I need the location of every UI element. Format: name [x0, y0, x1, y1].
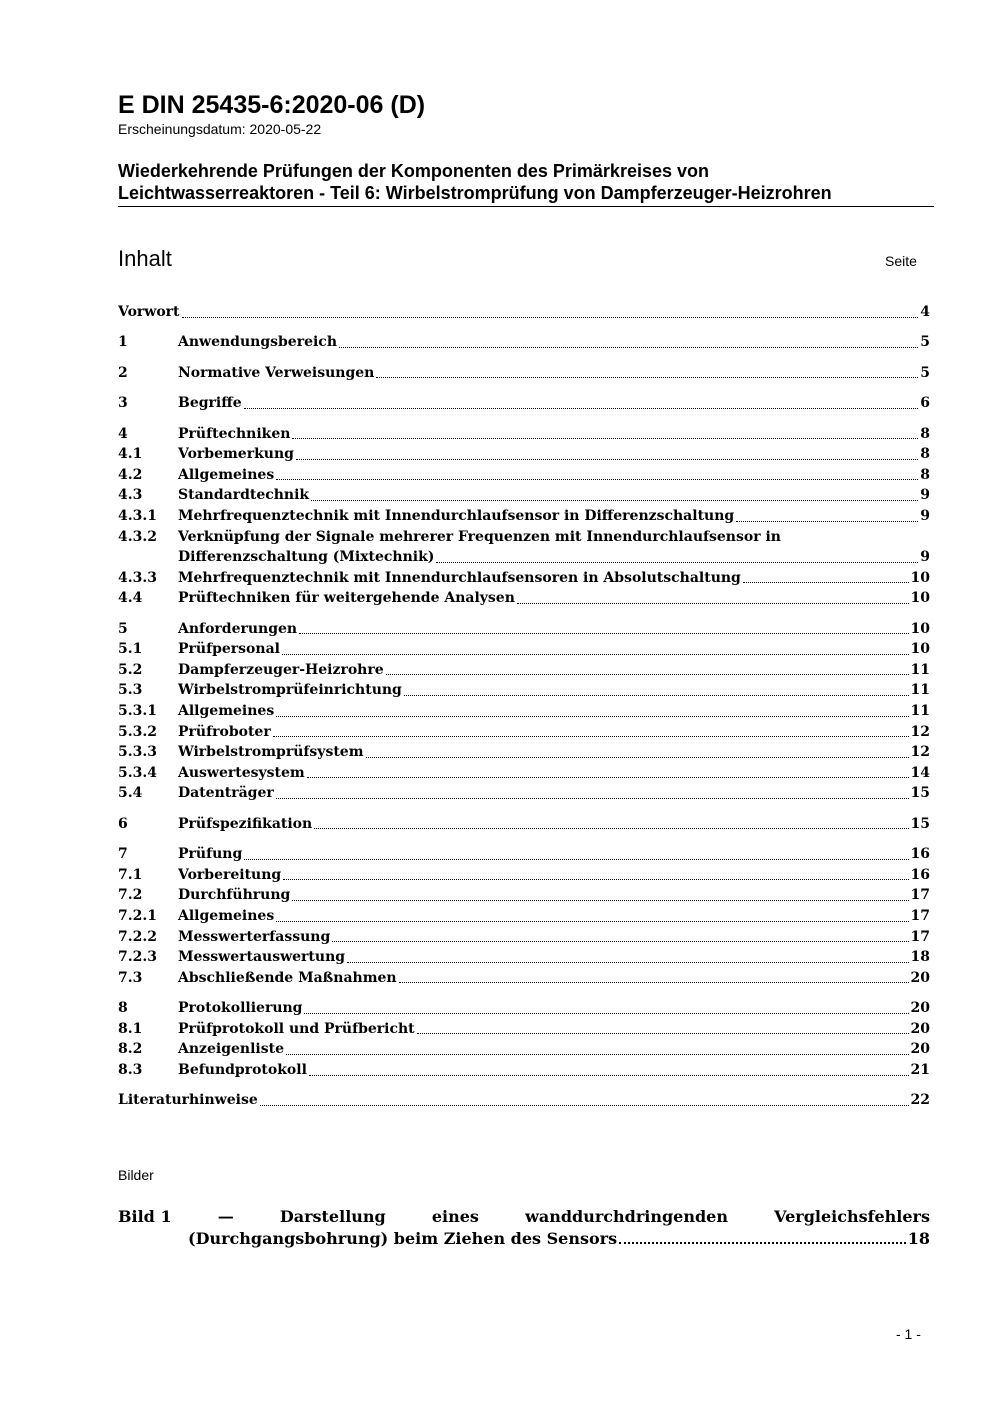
toc-entry[interactable] [118, 763, 930, 784]
toc-entry-page: 20 [910, 969, 930, 986]
toc-entry-page: 6 [920, 395, 930, 412]
toc-entry-number: 5.4 [118, 785, 143, 802]
toc-entry-title-continued: Differenzschaltung (Mixtechnik) [178, 549, 435, 566]
toc-entry-title: Verknüpfung der Signale mehrerer Frequenzen mit Innendurchlaufsensor in [178, 528, 781, 545]
toc-entry-leader-dots [304, 1013, 908, 1014]
toc-entry-title: Abschließende Maßnahmen [178, 969, 397, 986]
toc-entry-number: 7.2.1 [118, 908, 157, 925]
toc-entry-number: 8.2 [118, 1041, 143, 1058]
toc-entry-title: Standardtechnik [178, 487, 310, 504]
toc-entry[interactable] [118, 680, 930, 701]
toc-entry-page: 11 [910, 682, 930, 699]
toc-entry-title: Durchführung [178, 887, 291, 904]
toc-entry-title: Messwertauswertung [178, 949, 346, 966]
figure-entry-word: wanddurchdringenden [525, 1207, 728, 1226]
toc-entry-number: 5.3.1 [118, 703, 157, 720]
toc-entry-title: Prüfspezifikation [178, 815, 313, 832]
toc-entry-page: 17 [910, 887, 930, 904]
toc-entry-title: Auswertesystem [178, 764, 305, 781]
toc-entry-title: Normative Verweisungen [178, 364, 375, 381]
toc-entry-page: 17 [910, 928, 930, 945]
toc-entry-number: 5.2 [118, 661, 143, 678]
toc-entry[interactable] [118, 742, 930, 763]
toc-entry[interactable] [118, 701, 930, 722]
toc-entry-number: 7.2 [118, 887, 143, 904]
toc-entry[interactable] [118, 722, 930, 743]
page-number: - 1 - [896, 1326, 921, 1342]
toc-entry[interactable] [118, 927, 930, 948]
toc-entry-number: 4.4 [118, 590, 143, 607]
toc-entry-number: 5.1 [118, 641, 143, 658]
toc-entry-page: 20 [910, 1000, 930, 1017]
toc-entry-title: Wirbelstromprüfsystem [178, 744, 364, 761]
toc-entry-leader-dots [244, 408, 919, 409]
toc-entry[interactable] [118, 865, 930, 886]
toc-entry-page: 10 [910, 569, 930, 586]
toc-entry-title: Prüftechniken [178, 425, 291, 442]
toc-entry-page: 18 [910, 949, 930, 966]
toc-entry-page: 10 [910, 590, 930, 607]
toc-entry-leader-dots [309, 1075, 909, 1076]
toc-entry-title: Wirbelstromprüfeinrichtung [178, 682, 402, 699]
toc-entry-number: 7.3 [118, 969, 143, 986]
toc-entry-number: 4.3.3 [118, 569, 157, 586]
figure-entry-leader-dots [619, 1242, 906, 1244]
toc-entry-title: Anwendungsbereich [178, 334, 337, 351]
toc-entry-number: 4.3.1 [118, 507, 157, 524]
toc-entry-page: 9 [920, 487, 930, 504]
toc-entry-number: 7.1 [118, 866, 143, 883]
toc-entry[interactable] [118, 363, 930, 384]
toc-entry-page: 16 [910, 866, 930, 883]
toc-entry-page: 20 [910, 1020, 930, 1037]
figure-entry-line-1 [118, 1206, 930, 1228]
toc-entry-page: 8 [920, 446, 930, 463]
toc-entry-title: Prüfpersonal [178, 641, 280, 658]
toc-entry-leader-dots [347, 962, 908, 963]
toc-entry[interactable] [118, 844, 930, 865]
toc-entry-page: 15 [910, 785, 930, 802]
toc-entry-title: Mehrfrequenztechnik mit Innendurchlaufsensor in Differenzschaltung [178, 507, 735, 524]
toc-entry-leader-dots [299, 633, 908, 634]
toc-entry-number: 5.3.2 [118, 723, 157, 740]
toc-entry-leader-dots [276, 921, 908, 922]
toc-entry[interactable] [118, 465, 930, 486]
toc-entry-page: 8 [920, 425, 930, 442]
toc-entry-leader-dots [311, 500, 918, 501]
toc-entry[interactable] [118, 906, 930, 927]
toc-entry-title: Vorbereitung [178, 866, 282, 883]
toc-entry-number: 5 [118, 620, 128, 637]
toc-entry[interactable] [118, 485, 930, 506]
toc-entry[interactable] [118, 814, 930, 835]
toc-entry-leader-dots [292, 900, 908, 901]
toc-entry-leader-dots [743, 582, 909, 583]
toc-entry-page: 5 [920, 364, 930, 381]
toc-entry-page: 12 [910, 723, 930, 740]
toc-entry-leader-dots [296, 459, 918, 460]
toc-entry-number: 6 [118, 815, 128, 832]
toc-entry-number: 4.1 [118, 446, 143, 463]
toc-entry-title: Anzeigenliste [178, 1041, 284, 1058]
publication-date: Erscheinungsdatum: 2020-05-22 [118, 121, 322, 137]
figure-entry-word: Vergleichsfehlers [774, 1207, 930, 1226]
toc-entry[interactable] [118, 885, 930, 906]
toc-entry-title: Vorwort [118, 304, 180, 320]
toc-entry-leader-dots [276, 798, 909, 799]
toc-entry-leader-dots [399, 982, 909, 983]
toc-entry-number: 7 [118, 846, 128, 863]
toc-entry-page: 16 [910, 846, 930, 863]
toc-entry-number: 7.2.2 [118, 928, 157, 945]
document-title-line-1: Wiederkehrende Prüfungen der Komponenten des Primärkreises von [118, 161, 709, 181]
toc-entry-page: 4 [920, 304, 930, 320]
toc-entry-leader-dots [292, 438, 918, 439]
figure-entry-word: Darstellung [279, 1207, 386, 1226]
toc-entry-leader-dots [276, 716, 908, 717]
toc-entry[interactable] [118, 444, 930, 465]
toc-entry-title: Allgemeines [178, 908, 275, 925]
figure-entry-word: Bild 1 [118, 1207, 172, 1226]
toc-entry-leader-dots [366, 757, 909, 758]
toc-entry-leader-dots [276, 479, 918, 480]
toc-entry-page: 17 [910, 908, 930, 925]
toc-entry-page: 20 [910, 1041, 930, 1058]
toc-entry[interactable] [118, 332, 930, 353]
figure-entry-page: 18 [907, 1229, 930, 1248]
toc-entry-leader-dots [260, 1105, 909, 1106]
toc-entry-page: 8 [920, 466, 930, 483]
toc-entry-page: 21 [910, 1061, 930, 1078]
figure-list-item[interactable] [118, 1206, 930, 1250]
toc-entry-page: 9 [920, 507, 930, 524]
figure-entry-word: eines [431, 1207, 479, 1226]
toc-entry-number: 4 [118, 425, 128, 442]
toc-entry[interactable] [118, 619, 930, 640]
figures-heading: Bilder [118, 1167, 154, 1183]
title-underline [118, 206, 934, 207]
toc-entry-number: 2 [118, 364, 128, 381]
toc-entry[interactable] [118, 1039, 930, 1060]
toc-entry-number: 1 [118, 334, 128, 351]
toc-entry-leader-dots [386, 674, 909, 675]
toc-entry-page: 15 [910, 815, 930, 832]
toc-entry[interactable] [118, 588, 930, 609]
toc-entry[interactable] [118, 302, 930, 323]
toc-heading: Inhalt [118, 246, 172, 271]
toc-entry-title: Prüfprotokoll und Prüfbericht [178, 1020, 415, 1037]
toc-entry-number: 4.3 [118, 487, 143, 504]
toc-entry[interactable] [118, 783, 930, 804]
toc-entry-title: Dampferzeuger-Heizrohre [178, 661, 384, 678]
document-id: E DIN 25435-6:2020-06 (D) [118, 91, 426, 119]
toc-entry-leader-dots [244, 859, 908, 860]
toc-entry-number: 5.3.3 [118, 744, 157, 761]
toc-entry-leader-dots [376, 377, 918, 378]
toc-entry-leader-dots [517, 603, 909, 604]
toc-entry-leader-dots [273, 736, 909, 737]
toc-entry-page: 11 [910, 661, 930, 678]
toc-entry-title: Vorbemerkung [178, 446, 294, 463]
toc-entry-leader-dots [282, 654, 909, 655]
toc-entry[interactable] [118, 660, 930, 681]
toc-entry-number: 7.2.3 [118, 949, 157, 966]
toc-entry-title: Befundprotokoll [178, 1061, 307, 1078]
toc-entry[interactable] [118, 639, 930, 660]
toc-entry-leader-dots [182, 317, 919, 318]
toc-entry[interactable] [118, 1060, 930, 1081]
toc-entry-leader-dots [417, 1033, 909, 1034]
toc-entry[interactable] [118, 1090, 930, 1111]
toc-entry-title: Mehrfrequenztechnik mit Innendurchlaufsensoren in Absolutschaltung [178, 569, 741, 586]
toc-entry-title: Literaturhinweise [118, 1092, 258, 1109]
toc-entry-leader-dots [307, 777, 909, 778]
toc-entry-leader-dots [332, 941, 908, 942]
toc-entry-page: 14 [910, 764, 930, 781]
toc-entry-leader-dots [436, 562, 918, 563]
toc-entry-title: Prüfroboter [178, 723, 271, 740]
toc-entry-page: 10 [910, 641, 930, 658]
toc-entry-number: 4.2 [118, 466, 143, 483]
toc-entry[interactable] [118, 393, 930, 414]
toc-entry-leader-dots [404, 695, 909, 696]
toc-entry-number: 8.3 [118, 1061, 143, 1078]
figure-entry-caption: (Durchgangsbohrung) beim Ziehen des Sensors [188, 1229, 618, 1248]
document-title [118, 160, 933, 204]
toc-page-column-label: Seite [885, 253, 917, 269]
toc-entry-number: 5.3.4 [118, 764, 157, 781]
toc-entry-leader-dots [314, 828, 908, 829]
toc-entry-page: 12 [910, 744, 930, 761]
toc-entry-title: Allgemeines [178, 703, 275, 720]
toc-entry[interactable] [118, 998, 930, 1019]
figure-entry-line-2 [118, 1228, 930, 1250]
toc-entry[interactable] [118, 1019, 930, 1040]
toc-entry-title: Anforderungen [178, 620, 298, 637]
toc-entry-leader-dots [339, 347, 918, 348]
toc-entry-title: Begriffe [178, 395, 242, 412]
toc-entry-page: 5 [920, 334, 930, 351]
toc-entry[interactable] [118, 424, 930, 445]
toc-entry-number: 8 [118, 1000, 128, 1017]
figure-entry-word: — [217, 1207, 234, 1226]
toc-entry-title: Datenträger [178, 785, 274, 802]
toc-entry[interactable] [118, 568, 930, 589]
toc-entry-page: 9 [920, 549, 930, 566]
toc-entry[interactable] [118, 527, 930, 568]
toc-entry-title: Messwerterfassung [178, 928, 331, 945]
toc-entry-title: Allgemeines [178, 466, 275, 483]
toc-entry-number: 8.1 [118, 1020, 143, 1037]
table-of-contents [118, 302, 930, 1111]
toc-entry-number: 4.3.2 [118, 528, 157, 545]
toc-entry-title: Protokollierung [178, 1000, 303, 1017]
toc-entry-leader-dots [286, 1054, 909, 1055]
toc-entry-page: 22 [910, 1092, 930, 1109]
toc-entry[interactable] [118, 947, 930, 968]
toc-entry-page: 10 [910, 620, 930, 637]
toc-entry-leader-dots [283, 879, 908, 880]
toc-entry-leader-dots [736, 521, 918, 522]
toc-entry-number: 5.3 [118, 682, 143, 699]
toc-entry-title: Prüftechniken für weitergehende Analysen [178, 590, 515, 607]
toc-entry[interactable] [118, 506, 930, 527]
toc-entry-title: Prüfung [178, 846, 243, 863]
toc-entry[interactable] [118, 968, 930, 989]
toc-entry-number: 3 [118, 395, 128, 412]
toc-entry-page: 11 [910, 703, 930, 720]
document-title-line-2: Leichtwasserreaktoren - Teil 6: Wirbelstromprüfung von Dampferzeuger-Heizrohren [118, 183, 832, 203]
